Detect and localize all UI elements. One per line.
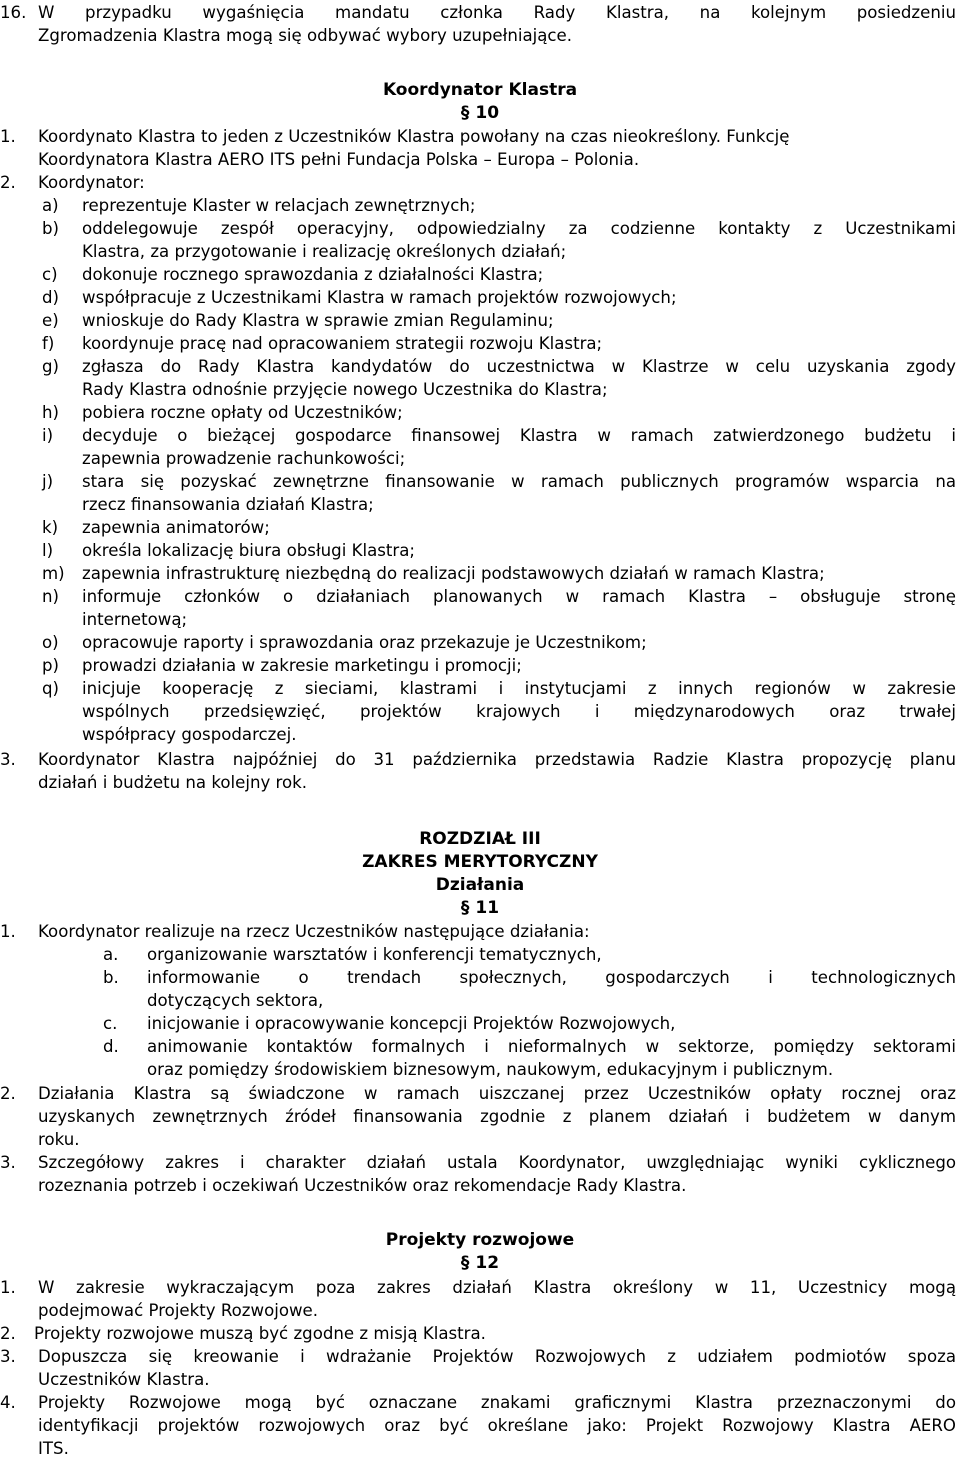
- list-marker: f): [42, 334, 55, 353]
- point-1-line1: W zakresie wykraczającym poza zakres działań Klastra określony w 11, Uczestnicy mogą: [38, 1278, 956, 1297]
- list-item-text: dotyczących sektora,: [147, 991, 324, 1010]
- list-marker: d): [42, 288, 60, 307]
- point-4-line1: Projekty Rozwojowe mogą być oznaczane znakami graficznymi Klastra przeznaczonymi do: [38, 1393, 956, 1412]
- list-item-text: oraz pomiędzy środowiskiem biznesowym, naukowym, edukacyjnym i publicznym.: [147, 1060, 834, 1079]
- list-item-text: dokonuje rocznego sprawozdania z działalności Klastra;: [82, 265, 544, 284]
- list-item-text: organizowanie warsztatów i konferencji tematycznych,: [147, 945, 602, 964]
- list-marker: i): [42, 426, 54, 445]
- chapter-subtitle: Działania: [435, 875, 525, 895]
- list-item-text: informuje członków o działaniach planowanych w ramach Klastra – obsługuje stronę: [82, 587, 956, 606]
- heading-koordynator: Koordynator Klastra: [382, 80, 578, 100]
- point-3-line2: rozeznania potrzeb i oczekiwań Uczestników oraz rekomendacje Rady Klastra.: [38, 1176, 687, 1195]
- point-4-line3: ITS.: [38, 1439, 69, 1458]
- section-sign-icon: §: [460, 1253, 470, 1273]
- section-12-number: 12: [475, 1253, 500, 1273]
- list-marker: l): [42, 541, 54, 560]
- point-3-line1: Koordynator Klastra najpóźniej do 31 października przedstawia Radzie Klastra propozycję planu: [38, 750, 956, 769]
- point-number: 1.: [0, 922, 16, 941]
- point-number: 2.: [0, 173, 16, 192]
- list-item-text: zgłasza do Rady Klastra kandydatów do uczestnictwa w Klastrze w celu uzyskania zgody: [82, 357, 956, 376]
- list-marker: a.: [103, 945, 119, 964]
- point-1-line2: Koordynatora Klastra AERO ITS pełni Fundacja Polska – Europa – Polonia.: [38, 150, 640, 169]
- point-1-text: Koordynator realizuje na rzecz Uczestników następujące działania:: [38, 922, 590, 941]
- section-sign-icon: §: [460, 103, 470, 123]
- list-item-text: wspólnych przedsięwzięć, projektów krajowych i międzynarodowych oraz trwałej: [82, 702, 956, 721]
- point-number: 3.: [0, 1347, 16, 1366]
- list-marker: a): [42, 196, 59, 215]
- clause-16-cont: Zgromadzenia Klastra mogą się odbywać wybory uzupełniające.: [38, 26, 573, 45]
- heading-projekty: Projekty rozwojowe: [385, 1230, 575, 1250]
- list-marker: b): [42, 219, 60, 238]
- point-2-intro: Koordynator:: [38, 173, 145, 192]
- clause-16-text: W przypadku wygaśnięcia mandatu członka Rady Klastra, na kolejnym posiedzeniu: [38, 3, 956, 22]
- section-10-number: 10: [475, 103, 500, 123]
- list-marker: o): [42, 633, 59, 652]
- section-11-number: 11: [475, 898, 500, 918]
- point-4-line2: identyfikacji projektów rozwojowych oraz być określane jako: Projekt Rozwojowy Klastra AERO: [38, 1416, 956, 1435]
- list-item-text: Klastra, za przygotowanie i realizację określonych działań;: [82, 242, 567, 261]
- list-item-text: zapewnia animatorów;: [82, 518, 270, 537]
- list-item-text: koordynuje pracę nad opracowaniem strategii rozwoju Klastra;: [82, 334, 603, 353]
- list-marker: m): [42, 564, 65, 583]
- point-3-line2: Uczestników Klastra.: [38, 1370, 210, 1389]
- list-item-text: reprezentuje Klaster w relacjach zewnętrznych;: [82, 196, 476, 215]
- point-3-line1: Dopuszcza się kreowanie i wdrażanie Projektów Rozwojowych z udziałem podmiotów spoza: [38, 1347, 956, 1366]
- point-number: 2.: [0, 1324, 16, 1343]
- point-2-line1: Działania Klastra są świadczone w ramach uiszczanej przez Uczestników opłaty rocznej oraz: [38, 1084, 956, 1103]
- point-3-line2: działań i budżetu na kolejny rok.: [38, 773, 308, 792]
- list-item-text: oddelegowuje zespół operacyjny, odpowiedzialny za codzienne kontakty z Uczestnikami: [82, 219, 956, 238]
- list-marker: c.: [103, 1014, 118, 1033]
- section-11-heading: [0, 897, 960, 920]
- list-item-text: prowadzi działania w zakresie marketingu i promocji;: [82, 656, 522, 675]
- list-item-text: rzecz finansowania działań Klastra;: [82, 495, 374, 514]
- list-marker: b.: [103, 968, 119, 987]
- chapter-title: ZAKRES MERYTORYCZNY: [362, 852, 598, 872]
- list-marker: q): [42, 679, 60, 698]
- list-marker: d.: [103, 1037, 119, 1056]
- point-number: 2.: [0, 1084, 16, 1103]
- list-item-text: decyduje o bieżącej gospodarce finansowej Klastra w ramach zatwierdzonego budżetu i: [82, 426, 956, 445]
- list-item-text: informowanie o trendach społecznych, gospodarczych i technologicznych: [147, 968, 956, 987]
- list-marker: g): [42, 357, 60, 376]
- list-item-text: określa lokalizację biura obsługi Klastra;: [82, 541, 415, 560]
- point-1-line2: podejmować Projekty Rozwojowe.: [38, 1301, 319, 1320]
- list-marker: c): [42, 265, 58, 284]
- list-marker: p): [42, 656, 60, 675]
- section-12-heading: [0, 1252, 960, 1275]
- section-sign-icon: §: [460, 898, 470, 918]
- list-item-text: stara się pozyskać zewnętrzne finansowanie w ramach publicznych programów wsparcia na: [82, 472, 956, 491]
- list-item-text: animowanie kontaktów formalnych i nieformalnych w sektorze, pomiędzy sektorami: [147, 1037, 956, 1056]
- list-item-text: inicjowanie i opracowywanie koncepcji Projektów Rozwojowych,: [147, 1014, 676, 1033]
- point-number: 1.: [0, 127, 16, 146]
- point-number: 4.: [0, 1393, 16, 1412]
- list-item-text: internetową;: [82, 610, 188, 629]
- point-2-line2: uzyskanych zewnętrznych źródeł finansowania zgodnie z planem działań i budżetem w danym: [38, 1107, 956, 1126]
- list-item-text: wnioskuje do Rady Klastra w sprawie zmian Regulaminu;: [82, 311, 554, 330]
- list-marker: e): [42, 311, 59, 330]
- list-item-text: opracowuje raporty i sprawozdania oraz przekazuje je Uczestnikom;: [82, 633, 647, 652]
- point-3-line1: Szczegółowy zakres i charakter działań ustala Koordynator, uwzględniając wyniki cyklicznego: [38, 1153, 956, 1172]
- chapter-heading: ROZDZIAŁ III: [419, 829, 541, 849]
- point-1-line1: Koordynato Klastra to jeden z Uczestników Klastra powołany na czas nieokreślony. Funkcję: [38, 127, 790, 146]
- clause-number: 16.: [0, 3, 27, 22]
- list-marker: j): [42, 472, 54, 491]
- list-marker: h): [42, 403, 59, 422]
- list-item-text: Rady Klastra odnośnie przyjęcie nowego Uczestnika do Klastra;: [82, 380, 608, 399]
- section-10-heading: [0, 102, 960, 125]
- point-number: 3.: [0, 750, 16, 769]
- point-2-text: Projekty rozwojowe muszą być zgodne z misją Klastra.: [34, 1324, 486, 1343]
- list-item-text: pobiera roczne opłaty od Uczestników;: [82, 403, 403, 422]
- list-item-text: współpracuje z Uczestnikami Klastra w ramach projektów rozwojowych;: [82, 288, 677, 307]
- point-2-line3: roku.: [38, 1130, 80, 1149]
- list-marker: n): [42, 587, 59, 606]
- list-item-text: zapewnia infrastrukturę niezbędną do realizacji podstawowych działań w ramach Klastra;: [82, 564, 825, 583]
- list-item-text: współpracy gospodarczej.: [82, 725, 297, 744]
- list-marker: k): [42, 518, 59, 537]
- list-item-text: zapewnia prowadzenie rachunkowości;: [82, 449, 406, 468]
- list-item-text: inicjuje kooperację z sieciami, klastrami i instytucjami z innych regionów w zakresie: [82, 679, 956, 698]
- point-number: 1.: [0, 1278, 16, 1297]
- point-number: 3.: [0, 1153, 16, 1172]
